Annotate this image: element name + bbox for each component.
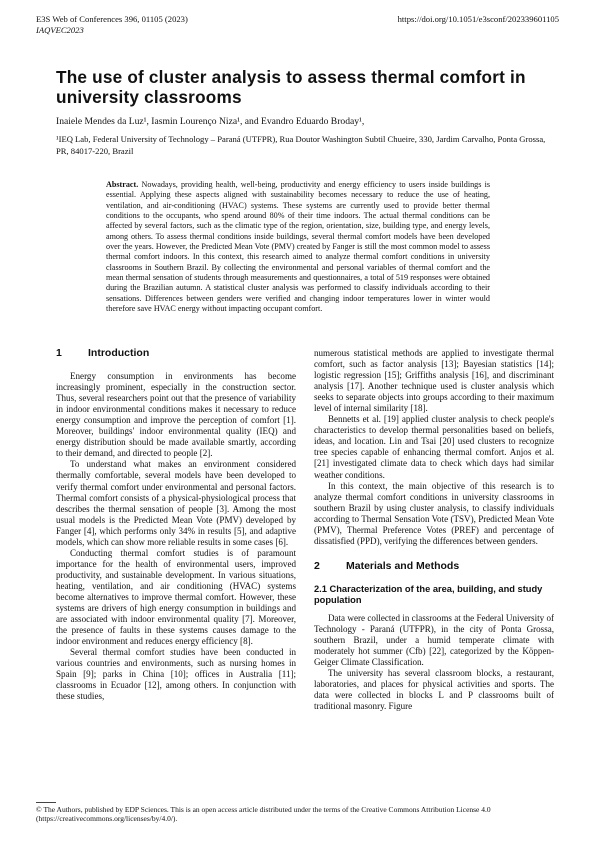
author-list: Inaiele Mendes da Luz¹, Iasmin Lourenço Niza¹, and Evandro Eduardo Broday¹,	[56, 116, 365, 127]
section-title: Introduction	[88, 347, 150, 359]
abstract-text: Nowadays, providing health, well-being, productivity and energy efficiency to users inside buildings is essential. Applying these aspects aligned with sustainability becomes necessary to reduce the use of heating, ventilation, and air-conditioning (HVAC) systems. These systems are currently used to provide better thermal conditions to the occupants, who spend around 80% of their time indoors. The actual thermal conditions can be affected by several factors, such as the climatic type of the region, orientation, size, building type, and energy levels, among others. To assess thermal conditions inside buildings, several thermal comfort models have been developed over the years. However, the Predicted Mean Vote (PMV) created by Fanger is still the most common model to assess thermal comfort indoors. In this context, this research aimed to analyze thermal comfort conditions in university classrooms in Southern Brazil. By collecting the environmental and personal variables of thermal comfort and the mean thermal sensation of students through measurements and questionnaires, a total of 519 responses were obtained during the Brazilian autumn. A statistical cluster analysis was performed to classify individuals according to their sensations. Differences between genders were verified and changing indoor temperatures lower in winter would therefore save HVAC energy without impacting occupant comfort.	[106, 180, 491, 314]
abstract-label: Abstract.	[106, 180, 139, 189]
paper-title: The use of cluster analysis to assess thermal comfort in university classrooms	[56, 67, 526, 107]
paragraph: Several thermal comfort studies have been conducted in various countries and environments, such as nursing homes in Spain [9]; parks in China [10]; offices in Australia [11]; classrooms in Ecuador [12], among others. In conjunction with these studies,	[56, 647, 296, 702]
doi-link[interactable]: https://doi.org/10.1051/e3sconf/202339601105	[397, 14, 559, 24]
footer-rule	[36, 802, 56, 803]
running-header	[36, 14, 188, 35]
left-column	[56, 348, 296, 702]
license-footer: © The Authors, published by EDP Sciences. This is an open access article distributed under the terms of the Creative Commons Attribution License 4.0 (https://creativecommons.org/licenses/by/4.0/).	[36, 805, 491, 824]
subsection-heading: 2.1 Characterization of the area, building, and study population	[314, 583, 543, 606]
paragraph: numerous statistical methods are applied to investigate thermal comfort, such as factor analysis [13]; Bayesian statistics [14]; logistic regression [15]; Griffiths analysis [16], and discriminant analysis [17]. Another technique used is cluster analysis which seeks to separate objects into groups according to their maximum level of internal similarity [18].	[314, 348, 554, 414]
section-title: Materials and Methods	[346, 559, 460, 572]
section-number: 2	[314, 559, 320, 572]
section-heading-introduction	[56, 348, 296, 359]
journal-citation: E3S Web of Conferences 396, 01105 (2023)	[36, 14, 188, 24]
paragraph: Data were collected in classrooms at the Federal University of Technology - Paraná (UTFPR), in the city of Ponta Grossa, southern Brazil, under a humid temperate climate with moderately hot summer (Cfb) [22], categorized by the Köppen-Geiger Climate Classification.	[314, 612, 554, 668]
conference-name: IAQVEC2023	[36, 24, 84, 35]
paragraph: To understand what makes an environment considered thermally comfortable, several models have been developed to verify thermal comfort under environmental and personal factors. Thermal comfort consists of a physical-physiological process that describes the thermal sensation of people [3]. Among the most usual models is the Predicted Mean Vote (PMV) developed by Fanger [4], which performs only 34% in results [5], and adaptive models, which can show more reliable results in some cases [6].	[56, 459, 296, 547]
section-number: 1	[56, 347, 62, 359]
paragraph: The university has several classroom blocks, a restaurant, laboratories, and places for physical activities and sports. The data were collected in blocks L and P classrooms built of traditional masonry. Figure	[314, 668, 554, 712]
section-heading-methods	[314, 561, 554, 572]
paragraph: Bennetts et al. [19] applied cluster analysis to check people's characteristics to develop thermal personalities based on beliefs, ideas, and location. Lin and Tsai [20] used clusters to recognize tree species capable of enhancing thermal comfort. Anjos et al. [21] investigated climate data to check which days had similar weather conditions.	[314, 414, 554, 480]
paragraph: Energy consumption in environments has become increasingly prominent, especially in the construction sector. Thus, several researchers point out that the presence of variability in indoor environmental conditions makes it necessary to reduce energy consumption and improve the perception of comfort [1]. Moreover, buildings' indoor environmental quality (IEQ) and energy distribution should be made available smartly, according to their demand, and directed to people [2].	[56, 371, 296, 459]
paragraph: In this context, the main objective of this research is to analyze thermal comfort conditions in university classrooms in southern Brazil by using cluster analysis, to classify individuals according to Thermal Sensation Vote (TSV), Predicted Mean Vote (PMV), Thermal Preference Votes (PREF) and percentage of dissatisfied (PPD), verifying the differences between genders.	[314, 480, 554, 546]
right-column	[314, 348, 554, 712]
abstract	[106, 180, 490, 314]
paragraph: Conducting thermal comfort studies is of paramount importance for the health of environmental users, improved productivity, and sustainable development. In various situations, heating, ventilation, and air conditioning (HVAC) systems become alternatives to improve thermal comfort. However, these systems are drivers of high energy consumption in buildings and are associated with indoor environmental quality [7]. Moreover, the presence of faults in these systems causes damage to the indoor environment and reduces energy efficiency [8].	[56, 547, 296, 647]
affiliation: ¹IEQ Lab, Federal University of Technology – Paraná (UTFPR), Rua Doutor Washington Subtil Chueire, 330, Jardim Carvalho, Ponta Grossa, PR, 84017-220, Brazil	[56, 134, 546, 157]
